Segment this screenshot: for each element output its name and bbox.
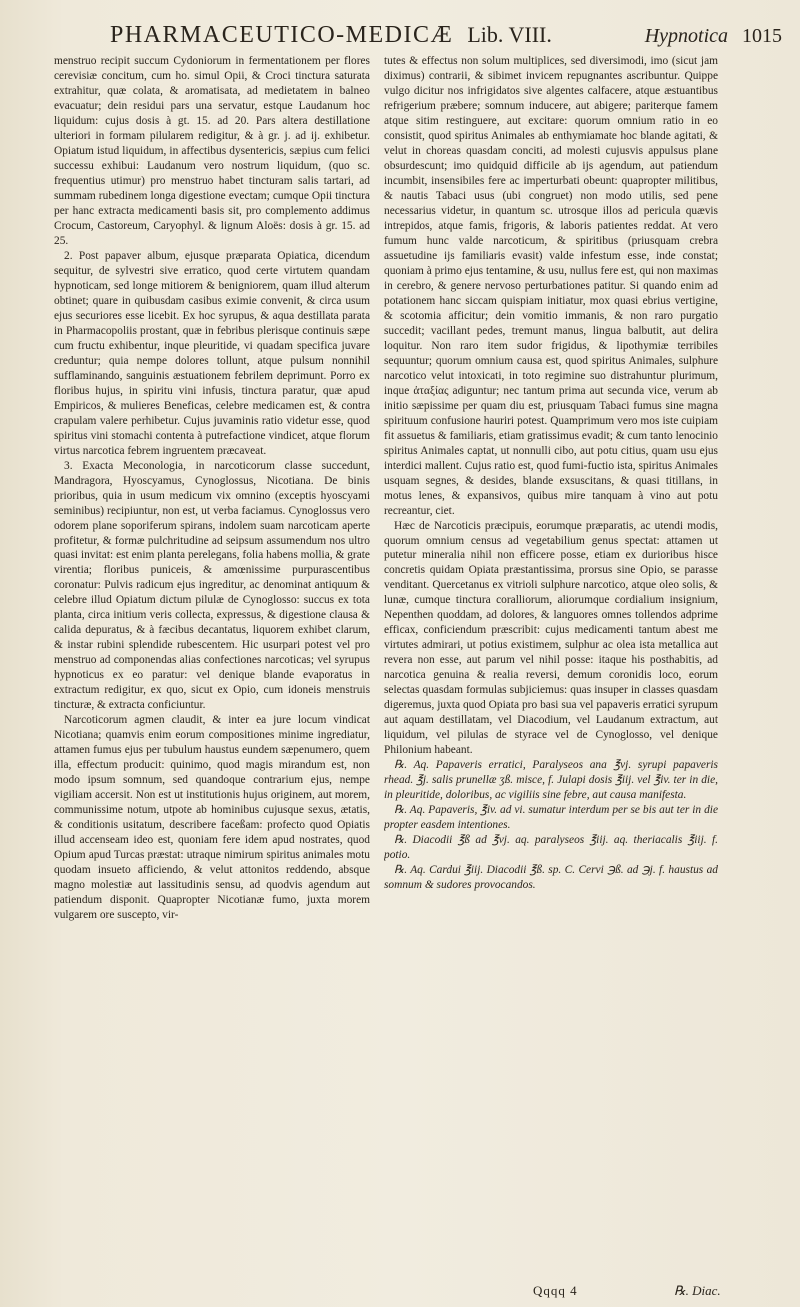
right-column (384, 54, 718, 1234)
paragraph: tutes & effectus non solum multiplices, sed diversimodi, imo (sicut jam diximus) contrarii, & sibimet invicem repugnantes ascribuntur. Quippe vulgo dicitur nos infrigidatos sive algentes calfacere, atque æstuantibus refrigerium præbere; somnum inducere, aut abigere; pariterque famem atque sitim restinguere, aut excitare: quorum omnium ratio in eo consistit, quod spiritus Animales ab enthymiamate hoc blande agitati, & velut in choreas quasdam conciti, ad molesti cujusvis appulsus plane obsurdescunt; imo quidquid difficile ab ijs agendum, aut patiendum incumbit, insensibiles fere ac imperturbati obeunt: quapropter militibus, & nautis Tabaci usus (ubi congruet) non modo utilis, sed pene necessarius videtur, in quantum sc. utrosque illos ad pericula quævis intrepidos, atque famis, frigoris, & laboris patientes reddat. At vero fumum hunc valde narcoticum, & spiritibus (priusquam crebra assuetudine ijs familiaris evasit) valde infestum esse, inde constat; quoniam à primo ejus tentamine, & usu, nullus fere est, qui non maximas in cerebro, & genere nervoso perturbationes patitur. Si quando enim ad potationem hanc siccam quispiam initiatur, mox quasi ebrius vertigine, & scotomia afficitur; dein vomitio immanis, & non raro purgatio succedit; vacillant pedes, tremunt manus, lingua balbutit, aut delira loquitur. Non raro item sudor frigidus, & lipothymiæ terribiles sequuntur; quorum omnium causa est, quod spiritus Animales, sulphure narcotico velut intoxicati, in toto regimine suo distrahuntur plurimum, inque ἀταξίας adiguntur; nec tantum prima aut secunda vice, verum ab initio sæpissime per quam diu est, priusquam Tabaci fumus sine magna spirituum confusione hauriri potest. Quamprimum vero mos iste cuipiam fit assuetus & familiaris, etiam gratissimus evadit; & cum tanto lenocinio spiritus Animales captat, ut nonnulli cibo, aut potu citius, quam usu ejus interdici mallent. Cujus ratio est, quod fumi-fuctio ista, spiritus Animales usquam segnes, & desides, blande exsuscitans, & quasi titillans, in motus lenes, & expansivos, quibus mire tanquam à vino aut potu recreantur, ciet. (384, 55, 718, 517)
paragraph: 2. Post papaver album, ejusque præparata Opiatica, dicendum sequitur, de sylvestri sive erratico, quod certe virtutem quandam hypnoticam, sed longe mitiorem & benigniorem, quam illud alterum obtinet; quare in quibusdam casibus eximie convenit, & circa usum ejus securiores esse licebit. Ex hoc syrupus, & aqua destillata parata in Pharmacopoliis prostant, quæ in febribus plerisque continuis sæpe cum fructu exhibentur, inque pleuritide, vi quadam specifica juvare creduntur; quia nempe dolores tollunt, atque pulsum nonnihil sufflaminando, sanguinis æstuationem febrilem deprimunt. Porro ex floribus hujus, in spiritu vini infusis, tinctura paratur, quæ apud Empiricos, & mulieres Beneficas, celebre medicamen est, & contra crapulam valere perhibetur. Cujus juvaminis ratio videtur esse, quod spiritus vini stomachi contenta à putrefactione vindicet, atque florum virtus narcotica febrem ingruentem præcaveat. (54, 249, 370, 457)
recipe-formula: ℞. Aq. Papaveris erratici, Paralyseos ana ℥vj. syrupi papaveris rhead. ℥j. salis prunellæ ʒß. misce, f. Julapi dosis ℥iij. vel ℥iv. ter in die, in pleuritide, doloribus, ac vigiliis sine febre, aut causa manifesta. (384, 759, 718, 802)
paragraph: 3. Exacta Meconologia, in narcoticorum classe succedunt, Mandragora, Hyoscyamus, Cynoglossus, Nicotiana. De binis prioribus, quia in usum medicum vix omnino (exceptis hyoscyami seminibus) recipiuntur, non est, ut verba faciamus. Cynoglossus vero odorem plane soporiferum spirans, indolem suam narcoticam aperte profitetur, & formæ pulchritudine ad seipsum assumendum nos ultro quasi invitat: est enim planta perelegans, folia habens mollia, & grate virentia; floribus puniceis, & amœnissime purpurascentibus coronatur: Pulvis radicum ejus ingreditur, ac denominat antiquum & celebre illud Opiatum dictum pilulæ de Cynoglosso: succus ex tota planta, circa initium veris collecta, expressus, & digestione clausa & calida depuratus, & à fæcibus decantatus, liquorem exhibet clarum, & instar rubini splendide rubescentem. Hic usurpari potest vel pro menstruo ad componendas alias confectiones narcoticas; vel syrupus hypnoticus ex eo paratur: vel denique blande evaporatus in extractum redigitur, ex quo, sicut ex Opio, cum idoneis menstruis tincturæ, & extracta conficiuntur. (54, 459, 370, 712)
section-label: Hypnotica (644, 25, 728, 47)
paragraph: Hæc de Narcoticis præcipuis, eorumque præparatis, ac utendi modis, quorum omnium census ad vegetabilium genus spectat: attamen ut putetur mineralia nihil non efficere posse, etiam ex durioribus hisce concretis quidam Opiata præstantissima, prorsus sine Opio, se parasse venditant. Quercetanus ex vitrioli sulphure narcotico, atque oleo solis, & lunæ, cumque tinctura coralliorum, aliorumque cordialium insignium, Nepenthen quoddam, ad dolores, & languores omnes tollendos adprime efficax, conficiendum præscribit: cujus medicamenti tantum abest me virtutes admirari, ut potius existimem, sulphur ac olea ista metallica aut revera non esse, aut parum vel nihil posse: itaque his posthabitis, ad narcotica genuina & realia reversi, demum coronidis loco, eorum selectas quasdam formulas subjiciemus: quas insuper in classes quasdam digeremus, juxta quod Opiata pro basi sua vel papaveris erratici syrupum aut aquam destillatam, vel Diacodium, vel Laudanum extractum, aut liquidum, vel pilulas de styrace vel de Cynoglosso, vel denique Philonium habeant. (384, 519, 718, 757)
left-column (54, 54, 370, 1279)
signature-mark: Qqqq 4 (533, 1283, 578, 1298)
recipe-formula: ℞. Diacodii ℥ß ad ℥vj. aq. paralyseos ℥iij. aq. theriacalis ℥iij. f. potio. (384, 834, 718, 862)
page-header (110, 22, 782, 58)
recipe-formula: ℞. Aq. Cardui ℥iij. Diacodii ℥ß. sp. C. Cervi ℈ß. ad ℈j. f. haustus ad somnum & sudores provocandos. (384, 864, 718, 892)
running-title: PHARMACEUTICO-MEDICÆ (110, 22, 454, 48)
paragraph: menstruo recipit succum Cydoniorum in fermentationem per flores cerevisiæ concitum, cum ho. simul Opii, & Croci tinctura saturata extrahitur, quæ colata, & aromatisata, ad medietatem in balneo evacuatur; dein residui pars una servatur, estque Laudanum hoc liquidum: cujus dosis à gt. 15. ad 20. Pars altera destillatione ulteriori in formam pilularem redigitur, & à gr. j. ad ij. exhibetur. Opiatum istud liquidum, in affectibus dysentericis, sæpius cum felici successu exhibui: Laudanum vero nostrum liquidum, (quo sc. frequentius utimur) pro menstruo habet tincturam salis tartari, ad summam rubedinem longa digestione evectam; cumque Opii tinctura per hanc extracta medicamenti basis sit, pro complemento addimus Crocum, Castoreum, Caryophyl. & lignum Aloës: dosis à gr. 15. ad 25. (54, 55, 370, 247)
paragraph: Narcoticorum agmen claudit, & inter ea jure locum vindicat Nicotiana; quamvis enim eorum compositiones minime ingrediatur, attamen fumus ejus per tubulum haustus eundem sæpenumero, quem illa, effectum producit: quinimo, quod magis mirandum est, non modo ipsum somnum, sed quandoque contrarium ejus, nempe vigiliam accersit. Non est ut institutionis hujus originem, aut morem, communissime notum, utpote ab hominibus cujusque sexus, ætatis, & conditionis usitatum, describere faceßam: profecto quod Opiatis illud accenseam ideo est, quoniam fere idem apud nostrates, quod Opium apud Turcas præstat: utraque nimirum spiritus animales motu quodam insueto afficiendo, & velut attonitos reddendo, absque magno molestiæ aut lassitudinis sensu, ad quodvis agendum aut patiendum disponit. Quapropter Nicotianæ fumo, juxta morem vulgarem ore suscepto, vir- (54, 714, 370, 922)
page-number: 1015 (742, 25, 782, 47)
catchword: ℞. Diac. (674, 1283, 721, 1298)
book-label: Lib. VIII. (467, 22, 552, 47)
recipe-formula: ℞. Aq. Papaveris, ℥iv. ad vi. sumatur interdum per se bis aut ter in die propter easdem intentiones. (384, 804, 718, 832)
